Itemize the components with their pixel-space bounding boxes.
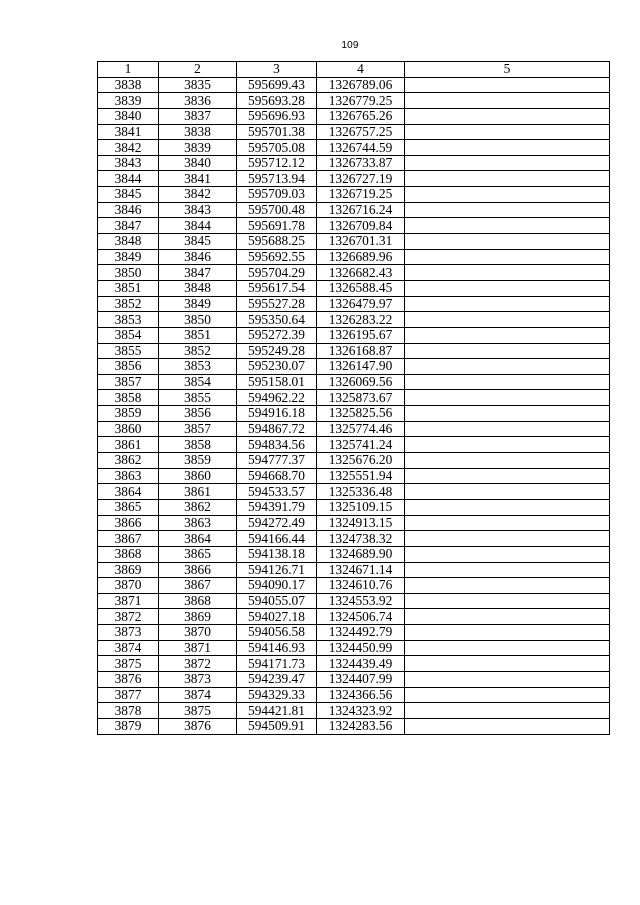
table-cell-col-2: 3841: [159, 171, 237, 187]
table-cell-col-2: 3872: [159, 656, 237, 672]
coordinates-table: [97, 61, 610, 735]
table-row: [98, 312, 610, 328]
table-cell-col-2: 3858: [159, 437, 237, 453]
table-cell-col-2: 3857: [159, 421, 237, 437]
table-cell-col-5: [405, 390, 610, 406]
table-cell-col-4: 1326195.67: [317, 327, 405, 343]
table-row: [98, 249, 610, 265]
table-cell-col-3: 595696.93: [237, 108, 317, 124]
table-row: [98, 593, 610, 609]
table-cell-col-4: 1326682.43: [317, 265, 405, 281]
table-cell-col-2: 3864: [159, 531, 237, 547]
table-cell-col-2: 3843: [159, 202, 237, 218]
table-cell-col-2: 3844: [159, 218, 237, 234]
table-cell-col-4: 1326757.25: [317, 124, 405, 140]
table-cell-col-4: 1324366.56: [317, 687, 405, 703]
table-cell-col-1: 3859: [98, 406, 159, 422]
table-cell-col-2: 3875: [159, 703, 237, 719]
table-cell-col-4: 1324671.14: [317, 562, 405, 578]
page-number: 109: [341, 40, 359, 51]
table-cell-col-1: 3865: [98, 499, 159, 515]
table-cell-col-5: [405, 296, 610, 312]
table-cell-col-1: 3869: [98, 562, 159, 578]
table-cell-col-5: [405, 531, 610, 547]
table-cell-col-3: 595699.43: [237, 77, 317, 93]
table-cell-col-5: [405, 406, 610, 422]
table-cell-col-4: 1324913.15: [317, 515, 405, 531]
table-cell-col-2: 3862: [159, 499, 237, 515]
header-row: [98, 62, 610, 78]
table-cell-col-2: 3839: [159, 140, 237, 156]
table-cell-col-5: [405, 609, 610, 625]
table-row: [98, 562, 610, 578]
table-cell-col-3: 594533.57: [237, 484, 317, 500]
table-cell-col-1: 3866: [98, 515, 159, 531]
table-cell-col-1: 3870: [98, 578, 159, 594]
table-cell-col-5: [405, 280, 610, 296]
table-row: [98, 531, 610, 547]
header-cell-2: 2: [159, 62, 237, 78]
table-cell-col-5: [405, 327, 610, 343]
table-cell-col-3: 594916.18: [237, 406, 317, 422]
table-cell-col-1: 3858: [98, 390, 159, 406]
table-cell-col-3: 594509.91: [237, 718, 317, 734]
table-cell-col-3: 595700.48: [237, 202, 317, 218]
table-cell-col-4: 1326588.45: [317, 280, 405, 296]
table-row: [98, 609, 610, 625]
table-cell-col-1: 3871: [98, 593, 159, 609]
table-row: [98, 718, 610, 734]
table-cell-col-5: [405, 562, 610, 578]
table-cell-col-3: 595713.94: [237, 171, 317, 187]
table-cell-col-1: 3852: [98, 296, 159, 312]
table-cell-col-2: 3835: [159, 77, 237, 93]
table-cell-col-3: 594272.49: [237, 515, 317, 531]
table-cell-col-5: [405, 640, 610, 656]
table-cell-col-3: 595692.55: [237, 249, 317, 265]
table-cell-col-1: 3856: [98, 359, 159, 375]
table-cell-col-3: 595350.64: [237, 312, 317, 328]
table-cell-col-4: 1324492.79: [317, 625, 405, 641]
table-cell-col-3: 594056.58: [237, 625, 317, 641]
table-cell-col-3: 595527.28: [237, 296, 317, 312]
table-row: [98, 171, 610, 187]
table-cell-col-2: 3865: [159, 546, 237, 562]
table-cell-col-4: 1325825.56: [317, 406, 405, 422]
table-cell-col-4: 1326719.25: [317, 187, 405, 203]
table-cell-col-4: 1325676.20: [317, 453, 405, 469]
table-cell-col-1: 3845: [98, 187, 159, 203]
table-cell-col-2: 3850: [159, 312, 237, 328]
table-cell-col-4: 1326779.25: [317, 93, 405, 109]
table-cell-col-5: [405, 187, 610, 203]
table-cell-col-5: [405, 656, 610, 672]
table-row: [98, 499, 610, 515]
table-cell-col-5: [405, 437, 610, 453]
table-cell-col-1: 3879: [98, 718, 159, 734]
table-cell-col-2: 3863: [159, 515, 237, 531]
table-cell-col-2: 3860: [159, 468, 237, 484]
table-cell-col-4: 1324323.92: [317, 703, 405, 719]
table-cell-col-4: 1324738.32: [317, 531, 405, 547]
table-row: [98, 453, 610, 469]
table-cell-col-1: 3841: [98, 124, 159, 140]
table-cell-col-4: 1326709.84: [317, 218, 405, 234]
table-cell-col-3: 594391.79: [237, 499, 317, 515]
table-cell-col-3: 594867.72: [237, 421, 317, 437]
table-cell-col-4: 1325551.94: [317, 468, 405, 484]
table-row: [98, 202, 610, 218]
table-cell-col-2: 3846: [159, 249, 237, 265]
table-row: [98, 155, 610, 171]
table-row: [98, 546, 610, 562]
table-row: [98, 140, 610, 156]
table-cell-col-5: [405, 718, 610, 734]
table-cell-col-4: 1326789.06: [317, 77, 405, 93]
table-cell-col-1: 3863: [98, 468, 159, 484]
table-cell-col-5: [405, 171, 610, 187]
table-cell-col-5: [405, 499, 610, 515]
table-cell-col-1: 3848: [98, 234, 159, 250]
table-row: [98, 77, 610, 93]
table-cell-col-4: 1326689.96: [317, 249, 405, 265]
table-cell-col-1: 3849: [98, 249, 159, 265]
table-cell-col-1: 3864: [98, 484, 159, 500]
table-cell-col-5: [405, 343, 610, 359]
table-cell-col-3: 594146.93: [237, 640, 317, 656]
table-row: [98, 437, 610, 453]
table-cell-col-5: [405, 515, 610, 531]
table-cell-col-3: 595617.54: [237, 280, 317, 296]
table-cell-col-1: 3843: [98, 155, 159, 171]
header-cell-1: 1: [98, 62, 159, 78]
table-cell-col-2: 3853: [159, 359, 237, 375]
table-row: [98, 187, 610, 203]
table-cell-col-1: 3855: [98, 343, 159, 359]
table-cell-col-3: 595705.08: [237, 140, 317, 156]
table-cell-col-3: 594834.56: [237, 437, 317, 453]
table-cell-col-4: 1326479.97: [317, 296, 405, 312]
table-row: [98, 327, 610, 343]
table-cell-col-1: 3839: [98, 93, 159, 109]
table-cell-col-3: 594421.81: [237, 703, 317, 719]
table-row: [98, 515, 610, 531]
table-cell-col-4: 1324283.56: [317, 718, 405, 734]
table-cell-col-2: 3837: [159, 108, 237, 124]
table-cell-col-2: 3856: [159, 406, 237, 422]
table-cell-col-2: 3848: [159, 280, 237, 296]
table-cell-col-1: 3842: [98, 140, 159, 156]
table-cell-col-2: 3870: [159, 625, 237, 641]
table-cell-col-5: [405, 374, 610, 390]
table-cell-col-2: 3869: [159, 609, 237, 625]
table-cell-col-1: 3861: [98, 437, 159, 453]
table-cell-col-4: 1326168.87: [317, 343, 405, 359]
table-cell-col-3: 594027.18: [237, 609, 317, 625]
table-cell-col-1: 3850: [98, 265, 159, 281]
table-cell-col-5: [405, 687, 610, 703]
table-cell-col-2: 3868: [159, 593, 237, 609]
table-cell-col-5: [405, 703, 610, 719]
table-cell-col-2: 3852: [159, 343, 237, 359]
header-cell-3: 3: [237, 62, 317, 78]
table-cell-col-4: 1325741.24: [317, 437, 405, 453]
table-cell-col-5: [405, 671, 610, 687]
table-cell-col-4: 1324610.76: [317, 578, 405, 594]
table-cell-col-2: 3849: [159, 296, 237, 312]
table-cell-col-2: 3842: [159, 187, 237, 203]
table-cell-col-3: 594126.71: [237, 562, 317, 578]
table-cell-col-4: 1326716.24: [317, 202, 405, 218]
table-cell-col-2: 3876: [159, 718, 237, 734]
table-cell-col-3: 595712.12: [237, 155, 317, 171]
table-cell-col-3: 595693.28: [237, 93, 317, 109]
table-cell-col-4: 1326733.87: [317, 155, 405, 171]
table-cell-col-2: 3836: [159, 93, 237, 109]
table-cell-col-3: 595691.78: [237, 218, 317, 234]
table-cell-col-1: 3857: [98, 374, 159, 390]
table-row: [98, 390, 610, 406]
table-row: [98, 296, 610, 312]
table-cell-col-5: [405, 625, 610, 641]
table-cell-col-3: 594090.17: [237, 578, 317, 594]
table-row: [98, 421, 610, 437]
table-cell-col-4: 1326727.19: [317, 171, 405, 187]
table-cell-col-5: [405, 484, 610, 500]
table-cell-col-3: 594166.44: [237, 531, 317, 547]
table-cell-col-5: [405, 421, 610, 437]
table-cell-col-4: 1326701.31: [317, 234, 405, 250]
table-cell-col-2: 3867: [159, 578, 237, 594]
table-row: [98, 374, 610, 390]
table-cell-col-4: 1324439.49: [317, 656, 405, 672]
table-cell-col-2: 3866: [159, 562, 237, 578]
table-cell-col-5: [405, 468, 610, 484]
table-cell-col-1: 3844: [98, 171, 159, 187]
table-cell-col-5: [405, 234, 610, 250]
table-cell-col-4: 1324506.74: [317, 609, 405, 625]
table-cell-col-5: [405, 249, 610, 265]
table-cell-col-3: 594171.73: [237, 656, 317, 672]
table-row: [98, 218, 610, 234]
table-cell-col-5: [405, 546, 610, 562]
table-cell-col-1: 3877: [98, 687, 159, 703]
table-cell-col-4: 1325109.15: [317, 499, 405, 515]
header-cell-4: 4: [317, 62, 405, 78]
table-cell-col-3: 595272.39: [237, 327, 317, 343]
table-cell-col-1: 3878: [98, 703, 159, 719]
table-cell-col-1: 3840: [98, 108, 159, 124]
table-cell-col-5: [405, 453, 610, 469]
table-cell-col-2: 3871: [159, 640, 237, 656]
table-cell-col-2: 3873: [159, 671, 237, 687]
table-cell-col-1: 3860: [98, 421, 159, 437]
table-cell-col-1: 3875: [98, 656, 159, 672]
table-cell-col-5: [405, 218, 610, 234]
table-cell-col-1: 3872: [98, 609, 159, 625]
table-row: [98, 343, 610, 359]
table-cell-col-5: [405, 77, 610, 93]
table-cell-col-2: 3847: [159, 265, 237, 281]
table-cell-col-5: [405, 108, 610, 124]
table-cell-col-3: 595688.25: [237, 234, 317, 250]
table-row: [98, 265, 610, 281]
table-cell-col-5: [405, 140, 610, 156]
table-cell-col-3: 594055.07: [237, 593, 317, 609]
table-cell-col-4: 1324450.99: [317, 640, 405, 656]
table-cell-col-2: 3854: [159, 374, 237, 390]
table-cell-col-5: [405, 265, 610, 281]
table-header: [98, 62, 610, 78]
table-row: [98, 406, 610, 422]
table-cell-col-4: 1324553.92: [317, 593, 405, 609]
table-cell-col-5: [405, 93, 610, 109]
table-cell-col-4: 1326283.22: [317, 312, 405, 328]
table-row: [98, 687, 610, 703]
table-cell-col-1: 3847: [98, 218, 159, 234]
table-cell-col-3: 595709.03: [237, 187, 317, 203]
table-cell-col-3: 595249.28: [237, 343, 317, 359]
table-cell-col-5: [405, 155, 610, 171]
table-cell-col-3: 595701.38: [237, 124, 317, 140]
table-cell-col-1: 3862: [98, 453, 159, 469]
table-cell-col-4: 1326765.26: [317, 108, 405, 124]
table-cell-col-5: [405, 202, 610, 218]
table-cell-col-1: 3876: [98, 671, 159, 687]
table-row: [98, 578, 610, 594]
table-cell-col-1: 3868: [98, 546, 159, 562]
table-row: [98, 656, 610, 672]
table-cell-col-5: [405, 593, 610, 609]
table-cell-col-2: 3840: [159, 155, 237, 171]
table-cell-col-1: 3838: [98, 77, 159, 93]
table-cell-col-3: 594239.47: [237, 671, 317, 687]
table-cell-col-2: 3855: [159, 390, 237, 406]
table-row: [98, 359, 610, 375]
table-cell-col-2: 3838: [159, 124, 237, 140]
table-cell-col-2: 3851: [159, 327, 237, 343]
table-cell-col-5: [405, 359, 610, 375]
table-row: [98, 280, 610, 296]
table-cell-col-1: 3867: [98, 531, 159, 547]
table-cell-col-1: 3854: [98, 327, 159, 343]
table-row: [98, 468, 610, 484]
table-cell-col-2: 3861: [159, 484, 237, 500]
table-row: [98, 640, 610, 656]
table-cell-col-3: 595158.01: [237, 374, 317, 390]
table-cell-col-3: 594329.33: [237, 687, 317, 703]
table-cell-col-3: 595704.29: [237, 265, 317, 281]
table-cell-col-4: 1326069.56: [317, 374, 405, 390]
table-cell-col-3: 594777.37: [237, 453, 317, 469]
table-row: [98, 484, 610, 500]
table-row: [98, 671, 610, 687]
table-cell-col-1: 3846: [98, 202, 159, 218]
table-cell-col-1: 3873: [98, 625, 159, 641]
table-cell-col-4: 1326147.90: [317, 359, 405, 375]
table-cell-col-1: 3874: [98, 640, 159, 656]
header-cell-5: 5: [405, 62, 610, 78]
table-cell-col-4: 1326744.59: [317, 140, 405, 156]
table-cell-col-4: 1325774.46: [317, 421, 405, 437]
table-cell-col-2: 3859: [159, 453, 237, 469]
table-cell-col-1: 3853: [98, 312, 159, 328]
table-cell-col-3: 594668.70: [237, 468, 317, 484]
table-body: [98, 77, 610, 734]
table-cell-col-3: 595230.07: [237, 359, 317, 375]
table-cell-col-3: 594962.22: [237, 390, 317, 406]
table-cell-col-2: 3845: [159, 234, 237, 250]
table-cell-col-2: 3874: [159, 687, 237, 703]
table-row: [98, 108, 610, 124]
table-cell-col-5: [405, 578, 610, 594]
table-cell-col-4: 1325336.48: [317, 484, 405, 500]
table-cell-col-4: 1324689.90: [317, 546, 405, 562]
table-cell-col-1: 3851: [98, 280, 159, 296]
table-row: [98, 93, 610, 109]
table-row: [98, 703, 610, 719]
table-cell-col-4: 1325873.67: [317, 390, 405, 406]
table-cell-col-5: [405, 124, 610, 140]
table-cell-col-3: 594138.18: [237, 546, 317, 562]
table-cell-col-5: [405, 312, 610, 328]
table-row: [98, 625, 610, 641]
table-row: [98, 124, 610, 140]
table-cell-col-4: 1324407.99: [317, 671, 405, 687]
table-row: [98, 234, 610, 250]
